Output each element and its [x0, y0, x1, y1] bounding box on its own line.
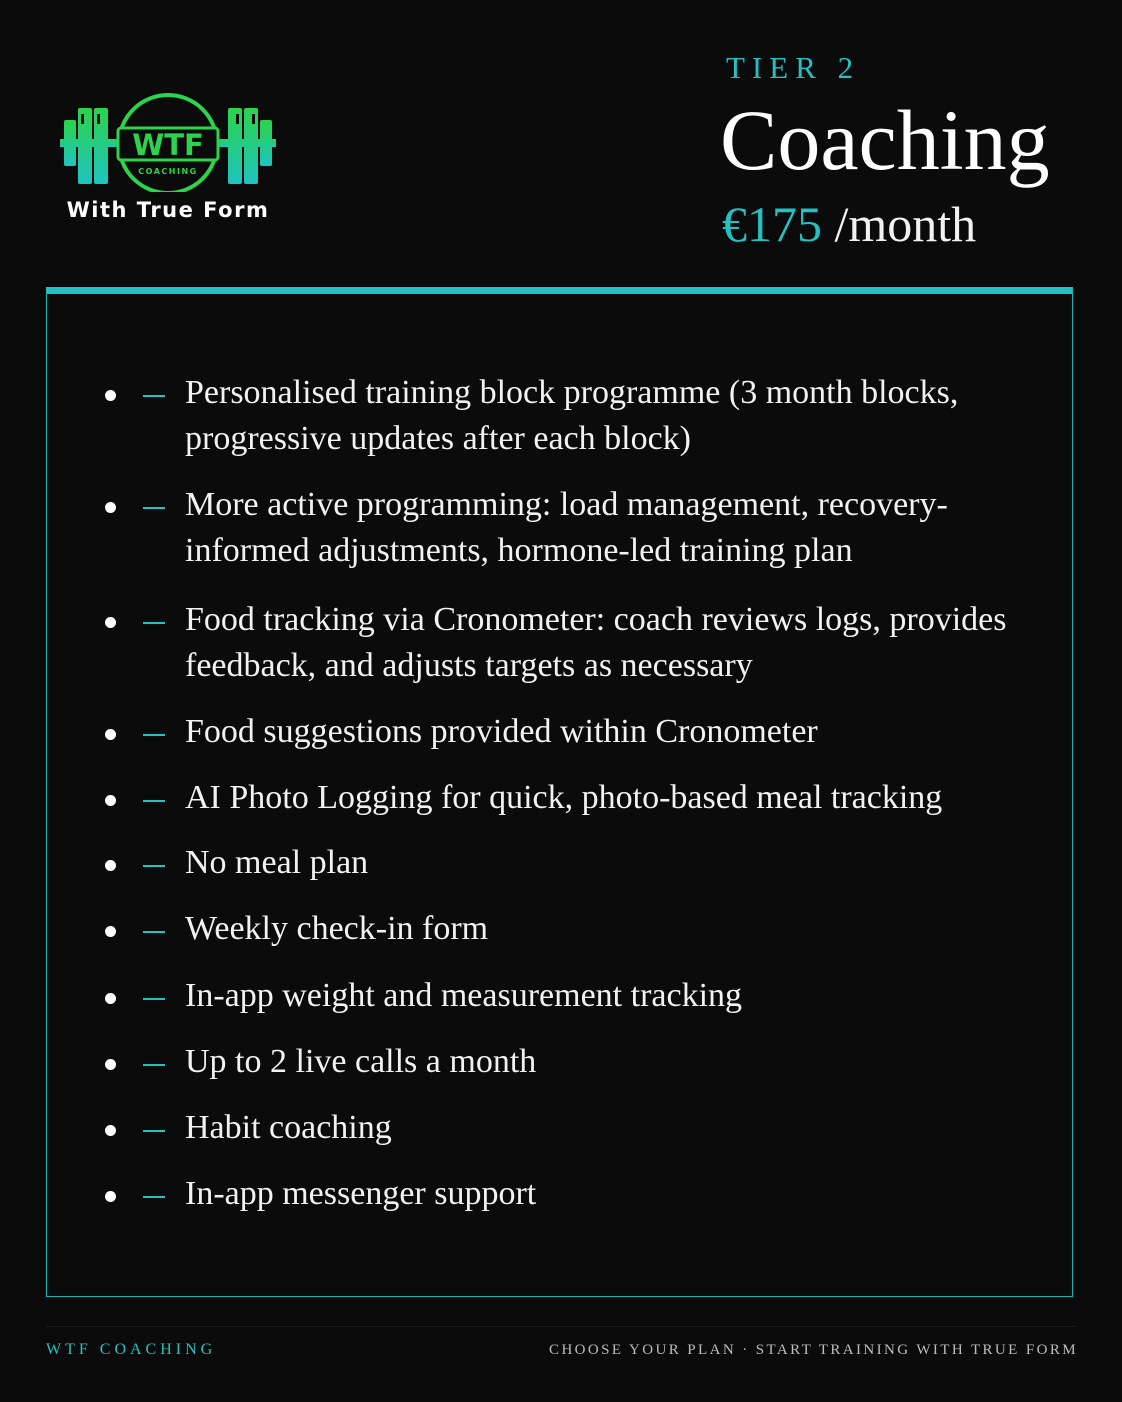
dash-icon [143, 800, 165, 802]
dash-icon [143, 1130, 165, 1132]
bullet-icon [105, 502, 116, 513]
dumbbell-icon [56, 92, 280, 192]
dash-icon [143, 1196, 165, 1198]
logo-tagline: With True Form [66, 198, 270, 222]
bullet-icon [105, 860, 116, 871]
dash-icon [143, 1064, 165, 1066]
dash-icon [143, 734, 165, 736]
bullet-icon [105, 729, 116, 740]
dash-icon [143, 931, 165, 933]
bullet-icon [105, 1125, 116, 1136]
feature-text: In-app weight and measurement tracking [185, 977, 743, 1014]
feature-text: More active programming: load management, recovery-informed adjustments, hormone-led training plan [185, 486, 948, 569]
bullet-icon [105, 617, 116, 628]
feature-text: AI Photo Logging for quick, photo-based meal tracking [185, 779, 943, 816]
feature-text: No meal plan [185, 844, 369, 881]
tier-label: TIER 2 [726, 50, 861, 85]
feature-text: Personalised training block programme (3 month blocks, progressive updates after each block) [185, 374, 959, 457]
plan-title: Coaching [720, 92, 1050, 188]
footer-divider [46, 1326, 1076, 1327]
footer-cta: CHOOSE YOUR PLAN · START TRAINING WITH TRUE FORM [549, 1342, 1078, 1358]
feature-text: Up to 2 live calls a month [185, 1043, 537, 1080]
dash-icon [143, 865, 165, 867]
price-row [722, 194, 976, 254]
logo-mark-text: WTF [132, 128, 204, 162]
dash-icon [143, 622, 165, 624]
bullet-icon [105, 1191, 116, 1202]
feature-text: Food tracking via Cronometer: coach reviews logs, provides feedback, and adjusts targets as necessary [185, 601, 1007, 684]
price-period: /month [834, 196, 977, 252]
bullet-icon [105, 993, 116, 1004]
bullet-icon [105, 795, 116, 806]
dash-icon [143, 507, 165, 509]
features-card [46, 287, 1073, 1297]
price-amount: €175 [722, 196, 822, 252]
logo-sub-text: COACHING [138, 167, 198, 176]
feature-text: Habit coaching [185, 1109, 392, 1146]
footer-brand: WTF COACHING [46, 1341, 217, 1358]
bullet-icon [105, 926, 116, 937]
bullet-icon [105, 1059, 116, 1070]
feature-text: Weekly check-in form [185, 910, 489, 947]
bullet-icon [105, 390, 116, 401]
feature-text: Food suggestions provided within Cronometer [185, 713, 818, 750]
dash-icon [143, 395, 165, 397]
dash-icon [143, 998, 165, 1000]
brand-logo [56, 92, 280, 232]
feature-text: In-app messenger support [185, 1175, 537, 1212]
